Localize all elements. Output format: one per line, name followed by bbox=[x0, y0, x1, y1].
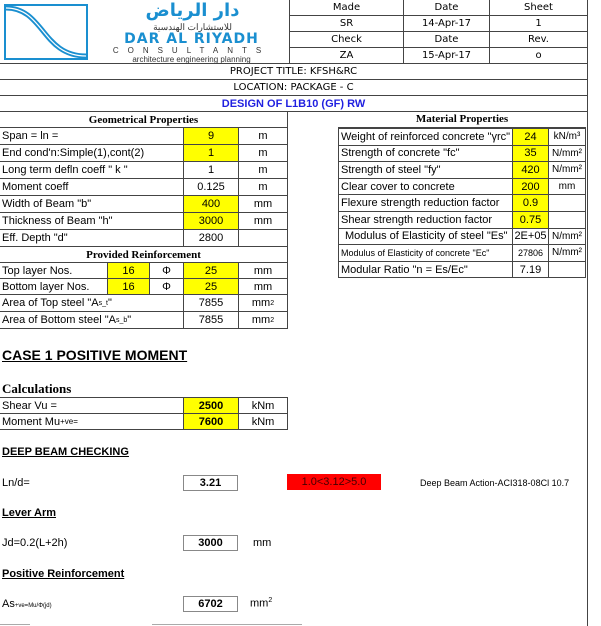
material-row-unit: N/mm² bbox=[548, 228, 586, 246]
material-row-label: Modulus of Elasticity of steel "Es" bbox=[338, 228, 513, 246]
project-title: PROJECT TITLE: KFSH&RC bbox=[0, 63, 588, 80]
made-label: Made bbox=[289, 0, 404, 16]
material-row-label: Strength of concrete "fc" bbox=[338, 145, 513, 163]
geom-row-value[interactable]: 3000 bbox=[183, 212, 239, 230]
calc-title: Calculations bbox=[2, 381, 72, 396]
logo-arabic-sub: للاستشارات الهندسية bbox=[153, 22, 232, 32]
geom-row-value[interactable]: 1 bbox=[183, 144, 239, 162]
bottom-layer-label: Bottom layer Nos. bbox=[0, 278, 108, 295]
material-row-label: Flexure strength reduction factor bbox=[338, 194, 513, 212]
material-row-unit: N/mm² bbox=[548, 244, 586, 262]
geom-row-unit: m bbox=[238, 127, 288, 145]
material-row-unit: N/mm² bbox=[548, 161, 586, 179]
lever-value: 3000 bbox=[183, 535, 238, 551]
geom-row-label: Thickness of Beam "h" bbox=[0, 212, 184, 230]
pos-value: 6702 bbox=[183, 596, 238, 612]
shear-unit: kNm bbox=[238, 397, 288, 414]
shear-value[interactable]: 2500 bbox=[183, 397, 239, 414]
design-title: DESIGN OF L1B10 (GF) RW bbox=[0, 95, 588, 112]
geom-row-label: Span = ln = bbox=[0, 127, 184, 145]
geom-row-value[interactable]: 9 bbox=[183, 127, 239, 145]
material-row-value: 2E+05 bbox=[512, 228, 549, 246]
material-row-unit: mm bbox=[548, 178, 586, 196]
deep-note: Deep Beam Action-ACI318-08Cl 10.7 bbox=[420, 478, 570, 488]
made-date: 14-Apr-17 bbox=[403, 15, 490, 32]
lever-title: Lever Arm bbox=[2, 507, 57, 519]
geom-row-value: 0.125 bbox=[183, 178, 239, 196]
shear-label: Shear Vu = bbox=[0, 397, 184, 414]
check-date: 15-Apr-17 bbox=[403, 47, 490, 64]
bottom-layer-dia[interactable]: 25 bbox=[183, 278, 239, 295]
material-row-label: Weight of reinforced concrete "γrc" bbox=[338, 128, 513, 146]
moment-unit: kNm bbox=[238, 413, 288, 430]
bottom-layer-unit: mm bbox=[238, 278, 288, 295]
area-bottom-unit: mm 2 bbox=[238, 311, 288, 329]
deep-check-badge: 1.0<3.12>5.0 bbox=[287, 474, 381, 490]
area-bottom-label: Area of Bottom steel "A s_b " bbox=[0, 311, 184, 329]
bottom-layer-nos[interactable]: 16 bbox=[107, 278, 150, 295]
top-layer-unit: mm bbox=[238, 262, 288, 279]
ln-d-value: 3.21 bbox=[183, 475, 238, 491]
material-row-label: Clear cover to concrete bbox=[338, 178, 513, 196]
logo-arabic: دار الرياض bbox=[145, 0, 240, 21]
material-row-value[interactable]: 0.9 bbox=[512, 194, 549, 212]
check-value: ZA bbox=[289, 47, 404, 64]
material-row-unit bbox=[548, 194, 586, 212]
material-row-value[interactable]: 420 bbox=[512, 161, 549, 179]
material-row-value[interactable]: 0.75 bbox=[512, 211, 549, 229]
top-layer-nos[interactable]: 16 bbox=[107, 262, 150, 279]
geom-row-label: End cond'n:Simple(1),cont(2) bbox=[0, 144, 184, 162]
date2-label: Date bbox=[403, 31, 490, 48]
geom-row-value: 1 bbox=[183, 161, 239, 179]
sheet-label: Sheet bbox=[489, 0, 588, 16]
area-top-unit: mm 2 bbox=[238, 294, 288, 312]
lever-label: Jd=0.2(L+2h) bbox=[2, 537, 68, 549]
divider bbox=[152, 624, 302, 625]
material-row-value[interactable]: 200 bbox=[512, 178, 549, 196]
material-row-label: Strength of steel "fy" bbox=[338, 161, 513, 179]
logo-consultants: CONSULTANTS bbox=[112, 46, 271, 55]
pos-title: Positive Reinforcement bbox=[2, 568, 125, 580]
material-row-value: 27806 bbox=[512, 244, 549, 262]
material-row-value[interactable]: 24 bbox=[512, 128, 549, 146]
pos-label: As+ve=Mu/Φ(jd) bbox=[2, 598, 52, 610]
check-label: Check bbox=[289, 31, 404, 48]
lever-unit: mm bbox=[253, 537, 272, 549]
deep-title: DEEP BEAM CHECKING bbox=[2, 446, 129, 458]
sheet-value: 1 bbox=[489, 15, 588, 32]
area-top-label: Area of Top steel "A s_t " bbox=[0, 294, 184, 312]
made-value: SR bbox=[289, 15, 404, 32]
right-border bbox=[587, 111, 588, 626]
logo bbox=[0, 0, 290, 64]
geom-row-unit: m bbox=[238, 161, 288, 179]
pos-unit: $mm^2$ bbox=[250, 597, 273, 610]
top-layer-label: Top layer Nos. bbox=[0, 262, 108, 279]
geom-row-value: 2800 bbox=[183, 229, 239, 247]
top-phi: Φ bbox=[149, 262, 184, 279]
ln-d-label: Ln/d= bbox=[2, 477, 30, 489]
geom-title: Geometrical Properties bbox=[0, 111, 288, 128]
material-row-unit bbox=[548, 261, 586, 279]
material-row-label: Modulus of Elasticity of concrete "Ec" bbox=[338, 244, 513, 262]
logo-mark-icon bbox=[4, 4, 88, 60]
date-label: Date bbox=[403, 0, 490, 16]
top-layer-dia[interactable]: 25 bbox=[183, 262, 239, 279]
rev-label: Rev. bbox=[489, 31, 588, 48]
material-row-unit bbox=[548, 211, 586, 229]
material-row-unit: N/mm² bbox=[548, 145, 586, 163]
case-title: CASE 1 POSITIVE MOMENT bbox=[2, 347, 188, 363]
geom-row-unit: mm bbox=[238, 195, 288, 213]
divider bbox=[0, 624, 30, 625]
bottom-phi: Φ bbox=[149, 278, 184, 295]
rev-value: o bbox=[489, 47, 588, 64]
geom-row-label: Width of Beam "b" bbox=[0, 195, 184, 213]
logo-tagline: architecture engineering planning bbox=[132, 55, 251, 64]
material-row-label: Shear strength reduction factor bbox=[338, 211, 513, 229]
geom-row-unit: m bbox=[238, 178, 288, 196]
location: LOCATION: PACKAGE - C bbox=[0, 79, 588, 96]
geom-row-label: Long term defln coeff " k " bbox=[0, 161, 184, 179]
material-row-value: 7.19 bbox=[512, 261, 549, 279]
area-bottom-value: 7855 bbox=[183, 311, 239, 329]
material-row-unit: kN/m³ bbox=[548, 128, 586, 146]
material-title: Material Properties bbox=[338, 111, 586, 128]
geom-row-value[interactable]: 400 bbox=[183, 195, 239, 213]
moment-label: Moment Mu +ve= bbox=[0, 413, 184, 430]
geom-row-label: Moment coeff bbox=[0, 178, 184, 196]
reinf-title: Provided Reinforcement bbox=[0, 246, 288, 263]
area-top-value: 7855 bbox=[183, 294, 239, 312]
geom-row-unit: m bbox=[238, 144, 288, 162]
geom-row-label: Eff. Depth "d" bbox=[0, 229, 184, 247]
geom-row-unit: mm bbox=[238, 212, 288, 230]
logo-name: DAR AL RIYADH bbox=[124, 32, 259, 46]
material-row-label: Modular Ratio "n = Es/Ec" bbox=[338, 261, 513, 279]
geom-row-unit bbox=[238, 229, 288, 247]
moment-value[interactable]: 7600 bbox=[183, 413, 239, 430]
material-row-value[interactable]: 35 bbox=[512, 145, 549, 163]
